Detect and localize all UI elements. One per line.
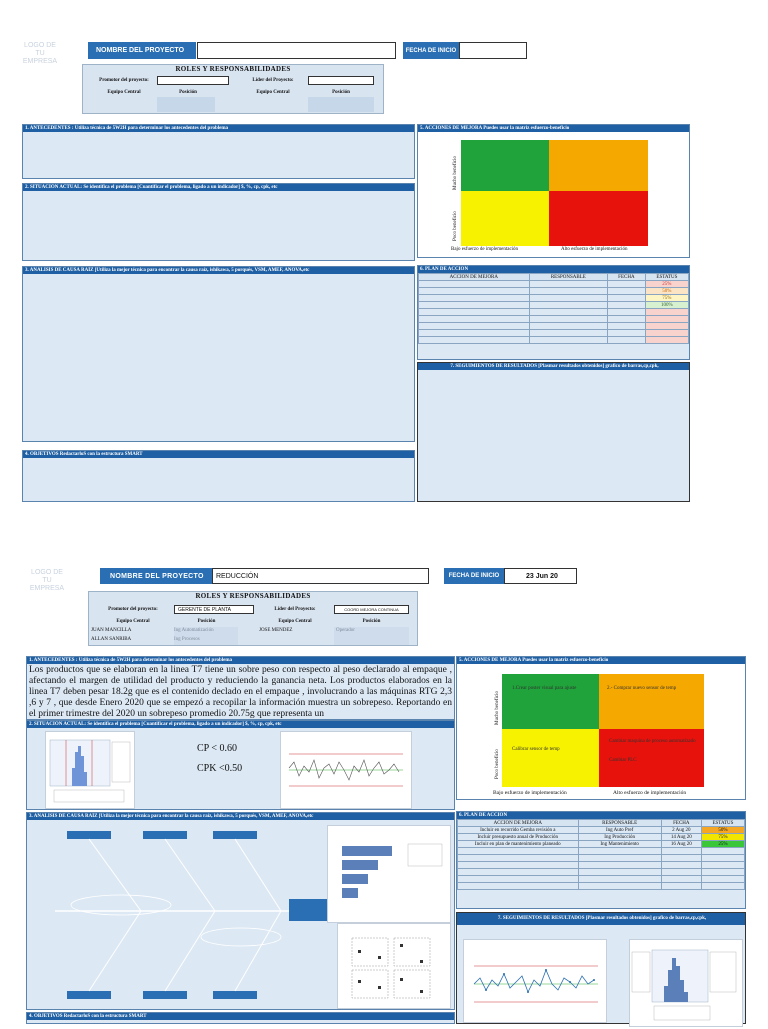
mucho-beneficio-label: Mucho beneficio bbox=[453, 155, 458, 190]
seguimiento-panel[interactable] bbox=[456, 912, 746, 1024]
plan-col-responsable: RESPONSABLE bbox=[529, 274, 607, 281]
antecedentes-panel[interactable] bbox=[22, 124, 415, 179]
situacion-header: 2. SITUACIÓN ACTUAL: Se identifica el problema [Cuantificar el problema, ligado a un indicador] $, %, cp, cpk, etc bbox=[23, 184, 414, 191]
table-row[interactable] bbox=[419, 288, 689, 295]
matrix-quadrant-green[interactable] bbox=[461, 140, 549, 191]
plan-cell-responsable: Ing Auto Pref bbox=[578, 827, 661, 834]
acciones-panel bbox=[417, 124, 690, 258]
matrix-quadrant-yellow[interactable] bbox=[502, 729, 599, 787]
plan-cell-fecha: 2 Aug 20 bbox=[661, 827, 701, 834]
causa-raiz-panel[interactable] bbox=[22, 266, 415, 442]
roles-title: ROLES Y RESPONSABILIDADES bbox=[195, 592, 311, 600]
table-row[interactable] bbox=[458, 827, 745, 834]
plan-table bbox=[457, 819, 745, 890]
status-cell: 25% bbox=[645, 281, 688, 288]
acciones-panel bbox=[456, 656, 746, 800]
plan-cell-accion: Incluir en plan de mantenimiento planeado bbox=[458, 841, 579, 848]
start-date-label: FECHA DE INICIO bbox=[444, 568, 504, 584]
matrix-action-q3: Calibrar sensor de temp bbox=[512, 747, 560, 752]
status-cell: 100% bbox=[645, 302, 688, 309]
equipo-central-label-1: Equipo Central bbox=[116, 619, 150, 624]
acciones-header: 5. ACCIONES DE MEJORA Puedes usar la matriz esfuerzo-beneficio bbox=[457, 657, 745, 664]
equipo-central-label-1: Equipo Central bbox=[107, 90, 141, 95]
main-effects-graphic bbox=[338, 924, 448, 1006]
plan-col-accion: ACCION DE MEJORA bbox=[458, 820, 579, 827]
capability-report-image bbox=[629, 939, 743, 1027]
table-row[interactable] bbox=[419, 316, 689, 323]
causa-raiz-panel[interactable] bbox=[26, 812, 455, 1010]
i-chart-image bbox=[463, 939, 607, 1023]
plan-panel bbox=[456, 811, 746, 909]
antecedentes-text: Los productos que se elaboran en la linea T7 tiene un sobre peso con respecto al peso declarado al empaque , afectando el margen de utilidad del producto y reduciendo la ganancia neta. Los productos elaborados en la linea T7 deben pesar 18.2g que es el contenido declado en el empaque , involucrando a las máquinas RTG 2,3 ,6 y 7 , que desde Enero 2020 que se empezó a recopilar la información muestra un sobrepeso. Reportando en el primer trimestre del 2020 un sobrepeso promedio 20.75g que representa un bbox=[29, 665, 452, 719]
plan-cell-responsable: Ing Mantenimiento bbox=[578, 841, 661, 848]
status-cell: 75% bbox=[645, 295, 688, 302]
mucho-beneficio-label: Mucho beneficio bbox=[495, 690, 500, 725]
start-date-label: FECHA DE INICIO bbox=[403, 42, 459, 59]
matrix-quadrant-red[interactable] bbox=[599, 729, 704, 787]
lider-label: Líder del Proyecto: bbox=[252, 78, 294, 83]
project-name-label: NOMBRE DEL PROYECTO bbox=[88, 42, 196, 59]
matrix-quadrant-yellow[interactable] bbox=[461, 191, 549, 246]
matrix-quadrant-green[interactable] bbox=[502, 674, 599, 729]
plan-header: 6. PLAN DE ACCION bbox=[418, 266, 689, 273]
plan-cell-fecha: 16 Aug 20 bbox=[661, 841, 701, 848]
cp-value: CP < 0.60 bbox=[197, 743, 237, 754]
cpk-value: CPK <0.50 bbox=[197, 763, 243, 774]
posicion-label-1: Posición bbox=[179, 90, 197, 95]
plan-cell-responsable: Ing Producción bbox=[578, 834, 661, 841]
lider-field[interactable] bbox=[308, 76, 374, 85]
table-row[interactable] bbox=[458, 883, 745, 890]
bajo-esfuerzo-label: Bajo esfuerzo de implementación bbox=[493, 790, 567, 796]
plan-cell-accion: Incluir presupuesto anual de Producción bbox=[458, 834, 579, 841]
project-name-label: NOMBRE DEL PROYECTO bbox=[100, 568, 212, 584]
plan-panel bbox=[417, 265, 690, 360]
table-row[interactable] bbox=[458, 869, 745, 876]
table-row[interactable] bbox=[419, 302, 689, 309]
equipo-central-label-2: Equipo Central bbox=[278, 619, 312, 624]
plan-cell-fecha: 14 Aug 20 bbox=[661, 834, 701, 841]
table-row[interactable] bbox=[419, 295, 689, 302]
project-name-field[interactable]: REDUCCIÓN bbox=[212, 568, 429, 584]
status-cell: 50% bbox=[645, 288, 688, 295]
objetivos-header: 4. OBJETIVOS RedactarloS con la estructura SMART bbox=[23, 451, 414, 458]
objetivos-header: 4. OBJETIVOS RedactarloS con la estructura SMART bbox=[27, 1013, 454, 1020]
table-row[interactable] bbox=[419, 323, 689, 330]
promotor-field[interactable] bbox=[157, 76, 229, 85]
acciones-header: 5. ACCIONES DE MEJORA Puedes usar la matriz esfuerzo-beneficio bbox=[418, 125, 689, 132]
capability-histogram-image bbox=[45, 731, 135, 809]
status-cell: 75% bbox=[701, 834, 744, 841]
roles-panel bbox=[82, 64, 384, 114]
table-row[interactable] bbox=[458, 841, 745, 848]
pareto-chart-image bbox=[327, 825, 451, 923]
i-chart-graphic bbox=[464, 940, 604, 1020]
causa-raiz-header: 3. ANALISIS DE CAUSA RAÍZ [Utiliza la mejor técnica para encontrar la causa raíz, ishikawa, 5 porqués, VSM, AMEF, ANOVA,etc bbox=[23, 267, 414, 274]
matrix-action-q4a: Cambiar maquina de proceso automatizado bbox=[609, 739, 696, 744]
posicion-label-2: Posición bbox=[332, 90, 350, 95]
equipo-central-label-2: Equipo Central bbox=[256, 90, 290, 95]
team-member-name: JUAN MANCILLA bbox=[91, 628, 132, 633]
roles-title: ROLES Y RESPONSABILIDADES bbox=[175, 65, 291, 73]
matrix-quadrant-red[interactable] bbox=[549, 191, 648, 246]
posicion-label-1: Posición bbox=[197, 619, 216, 624]
plan-col-estatus: ESTATUS bbox=[645, 274, 688, 281]
start-date-field[interactable] bbox=[459, 42, 527, 59]
causa-raiz-header: 3. ANALISIS DE CAUSA RAÍZ [Utiliza la mejor técnica para encontrar la causa raíz, ishikawa, 5 porqués, VSM, AMEF, ANOVA,etc bbox=[27, 813, 454, 820]
matrix-action-q2: 2.- Comprar nuevo sensor de temp bbox=[607, 686, 677, 691]
team-field[interactable] bbox=[174, 627, 238, 645]
capability-report-graphic bbox=[630, 940, 740, 1024]
seguimiento-panel[interactable] bbox=[417, 362, 690, 502]
team-member-name: ALLAN SANRIBA bbox=[91, 637, 132, 642]
table-row[interactable] bbox=[458, 862, 745, 869]
table-row[interactable] bbox=[458, 834, 745, 841]
promotor-label: Promotor del proyecto: bbox=[99, 78, 149, 83]
table-row[interactable] bbox=[419, 309, 689, 316]
table-row[interactable] bbox=[419, 337, 689, 344]
roles-panel bbox=[88, 591, 418, 646]
histogram-graphic bbox=[46, 732, 132, 806]
matrix-action-q1: 1.Crear poster visual para ajuste bbox=[512, 686, 577, 691]
table-row[interactable] bbox=[458, 876, 745, 883]
plan-col-fecha: FECHA bbox=[661, 820, 701, 827]
plan-table bbox=[418, 273, 689, 344]
plan-col-fecha: FECHA bbox=[607, 274, 645, 281]
plan-header: 6. PLAN DE ACCION bbox=[457, 812, 745, 819]
team-field-1[interactable] bbox=[157, 97, 215, 112]
posicion-label-2: Posición bbox=[362, 619, 381, 624]
antecedentes-panel[interactable] bbox=[26, 656, 455, 720]
objetivos-panel[interactable] bbox=[22, 450, 415, 502]
company-logo-placeholder: LOGO DE TU EMPRESA bbox=[22, 42, 58, 65]
table-row[interactable] bbox=[419, 330, 689, 337]
team-field-2[interactable] bbox=[308, 97, 374, 112]
poco-beneficio-label: Poco beneficio bbox=[495, 749, 500, 779]
plan-col-estatus: ESTATUS bbox=[701, 820, 744, 827]
ishikawa-diagram bbox=[45, 825, 335, 1005]
seguimiento-header: 7. SEGUIMIENTOS DE RESULTADOS [Plasmar resultados obtenidos] grafico de barras,cp,cpk, bbox=[457, 913, 745, 925]
antecedentes-header: 1. ANTECEDENTES : Utiliza técnica de 5W2H para determinar los antecedentes del problema bbox=[27, 657, 454, 664]
matrix-action-q4b: Cambiar PLC bbox=[609, 758, 637, 763]
alto-esfuerzo-label: Alto esfuerzo de implementación bbox=[613, 790, 687, 796]
start-date-field[interactable]: 23 Jun 20 bbox=[504, 568, 577, 584]
objetivos-panel[interactable] bbox=[26, 1012, 455, 1024]
situacion-panel[interactable] bbox=[26, 720, 455, 810]
main-effects-plot-image bbox=[337, 923, 451, 1009]
company-logo-placeholder: LOGO DE TU EMPRESA bbox=[29, 569, 65, 592]
bajo-esfuerzo-label: Bajo esfuerzo de implementación bbox=[451, 247, 519, 252]
plan-col-accion: ACCION DE MEJORA bbox=[419, 274, 530, 281]
alto-esfuerzo-label: Alto esfuerzo de implementación bbox=[561, 247, 628, 252]
team-field[interactable] bbox=[334, 627, 409, 645]
project-name-field[interactable] bbox=[197, 42, 396, 59]
control-chart-graphic bbox=[281, 732, 409, 806]
situacion-panel[interactable] bbox=[22, 183, 415, 261]
lider-label: Líder del Proyecto: bbox=[274, 607, 316, 612]
table-row[interactable] bbox=[458, 855, 745, 862]
matrix-quadrant-orange[interactable] bbox=[599, 674, 704, 729]
plan-col-responsable: RESPONSABLE bbox=[578, 820, 661, 827]
status-cell: 50% bbox=[701, 827, 744, 834]
poco-beneficio-label: Poco beneficio bbox=[453, 211, 458, 241]
matrix-quadrant-orange[interactable] bbox=[549, 140, 648, 191]
lider-field[interactable]: COORD MEJORA CONTINUA bbox=[334, 605, 409, 614]
table-row[interactable] bbox=[419, 281, 689, 288]
promotor-field[interactable]: GERENTE DE PLANTA bbox=[174, 605, 254, 614]
table-row[interactable] bbox=[458, 848, 745, 855]
plan-cell-accion: Incluir en recorrido Gemba revisión a bbox=[458, 827, 579, 834]
control-chart-image bbox=[280, 731, 412, 809]
team-member-name: JOSE MENDEZ bbox=[259, 628, 293, 633]
pareto-graphic bbox=[328, 826, 448, 920]
promotor-label: Promotor del proyecto: bbox=[108, 607, 158, 612]
status-cell: 25% bbox=[701, 841, 744, 848]
seguimiento-header: 7. SEGUIMIENTOS DE RESULTADOS [Plasmar resultados obtenidos] grafico de barras,cp,cpk, bbox=[418, 363, 689, 370]
antecedentes-header: 1. ANTECEDENTES : Utiliza técnica de 5W2H para determinar los antecedentes del problema bbox=[23, 125, 414, 132]
situacion-header: 2. SITUACIÓN ACTUAL: Se identifica el problema [Cuantificar el problema, ligado a un indicador] $, %, cp, cpk, etc bbox=[27, 721, 454, 728]
